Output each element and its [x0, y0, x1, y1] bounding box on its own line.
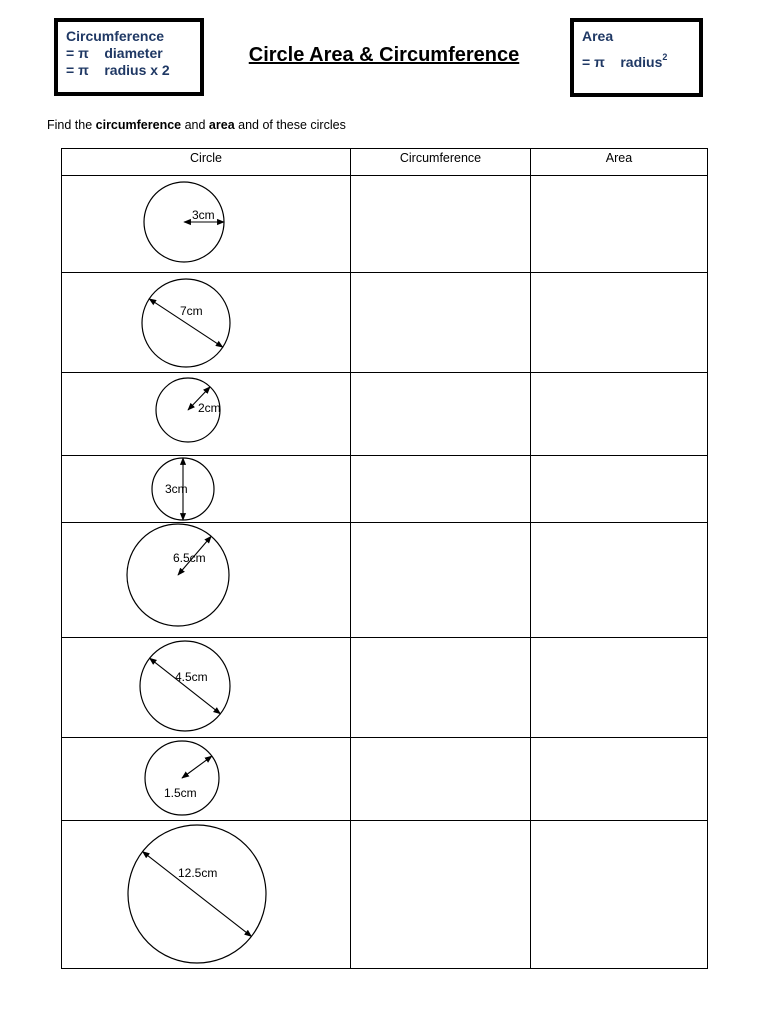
area-answer-cell[interactable]	[531, 373, 708, 456]
table-row	[62, 456, 708, 523]
area-answer-cell[interactable]	[531, 821, 708, 969]
circle-cell	[62, 638, 351, 738]
circle-diagram	[62, 273, 351, 372]
table-row	[62, 273, 708, 373]
circle-measure-label: 3cm	[192, 208, 215, 222]
header-circumference: Circumference	[351, 149, 531, 176]
circle-diagram	[62, 373, 351, 455]
instruction-prefix: Find the	[47, 118, 96, 132]
instruction-suffix: and of these circles	[234, 118, 346, 132]
header-area: Area	[531, 149, 708, 176]
circumference-heading: Circumference	[66, 28, 165, 44]
circumference-answer-cell[interactable]	[351, 373, 531, 456]
radius-arrow	[182, 756, 212, 778]
area-formula-box	[570, 18, 703, 97]
circle-measure-label: 3cm	[165, 482, 188, 496]
circle-cell	[62, 176, 351, 273]
circle-diagram	[62, 176, 351, 272]
area-answer-cell[interactable]	[531, 638, 708, 738]
diameter-arrow	[150, 658, 221, 714]
circumference-answer-cell[interactable]	[351, 176, 531, 273]
circle-cell	[62, 738, 351, 821]
circle-diagram	[62, 821, 351, 968]
circle-cell	[62, 273, 351, 373]
table-header-row	[62, 149, 708, 176]
area-formula-text: = π radius	[582, 54, 663, 70]
area-answer-cell[interactable]	[531, 273, 708, 373]
header-circle: Circle	[62, 149, 351, 176]
circle-cell	[62, 373, 351, 456]
circumference-answer-cell[interactable]	[351, 638, 531, 738]
page-title: Circle Area & Circumference	[248, 44, 520, 66]
instruction-text	[47, 118, 346, 132]
table-row	[62, 176, 708, 273]
circumference-formula-box	[54, 18, 204, 96]
circle-diagram	[62, 738, 351, 820]
circle-cell	[62, 821, 351, 969]
circumference-answer-cell[interactable]	[351, 273, 531, 373]
circumference-formula-radius: = π radius x 2	[66, 62, 170, 78]
instruction-middle: and	[181, 118, 209, 132]
circle-measure-label: 1.5cm	[164, 786, 197, 800]
table-row	[62, 373, 708, 456]
instruction-circumference: circumference	[95, 118, 182, 132]
table-row	[62, 638, 708, 738]
circle-measure-label: 2cm	[198, 401, 221, 415]
circumference-answer-cell[interactable]	[351, 456, 531, 523]
table-row	[62, 523, 708, 638]
circle-diagram	[62, 638, 351, 737]
area-answer-cell[interactable]	[531, 176, 708, 273]
table-row	[62, 738, 708, 821]
circumference-answer-cell[interactable]	[351, 738, 531, 821]
circle-cell	[62, 456, 351, 523]
table-row	[62, 821, 708, 969]
circle-measure-label: 6.5cm	[173, 551, 206, 565]
area-formula-exponent: 2	[662, 52, 668, 62]
circumference-answer-cell[interactable]	[351, 523, 531, 638]
circle-diagram	[62, 456, 351, 522]
circle-cell	[62, 523, 351, 638]
circle-measure-label: 12.5cm	[178, 866, 218, 880]
area-answer-cell[interactable]	[531, 456, 708, 523]
circumference-formula-diameter: = π diameter	[66, 45, 163, 61]
circle-diagram	[62, 523, 351, 637]
circle-measure-label: 7cm	[180, 304, 203, 318]
instruction-area: area	[208, 118, 235, 132]
area-answer-cell[interactable]	[531, 523, 708, 638]
circles-table	[61, 148, 708, 969]
area-answer-cell[interactable]	[531, 738, 708, 821]
area-heading: Area	[582, 28, 614, 44]
circumference-answer-cell[interactable]	[351, 821, 531, 969]
circle-measure-label: 4.5cm	[175, 670, 208, 684]
diameter-arrow	[143, 852, 252, 937]
area-formula	[582, 49, 691, 71]
